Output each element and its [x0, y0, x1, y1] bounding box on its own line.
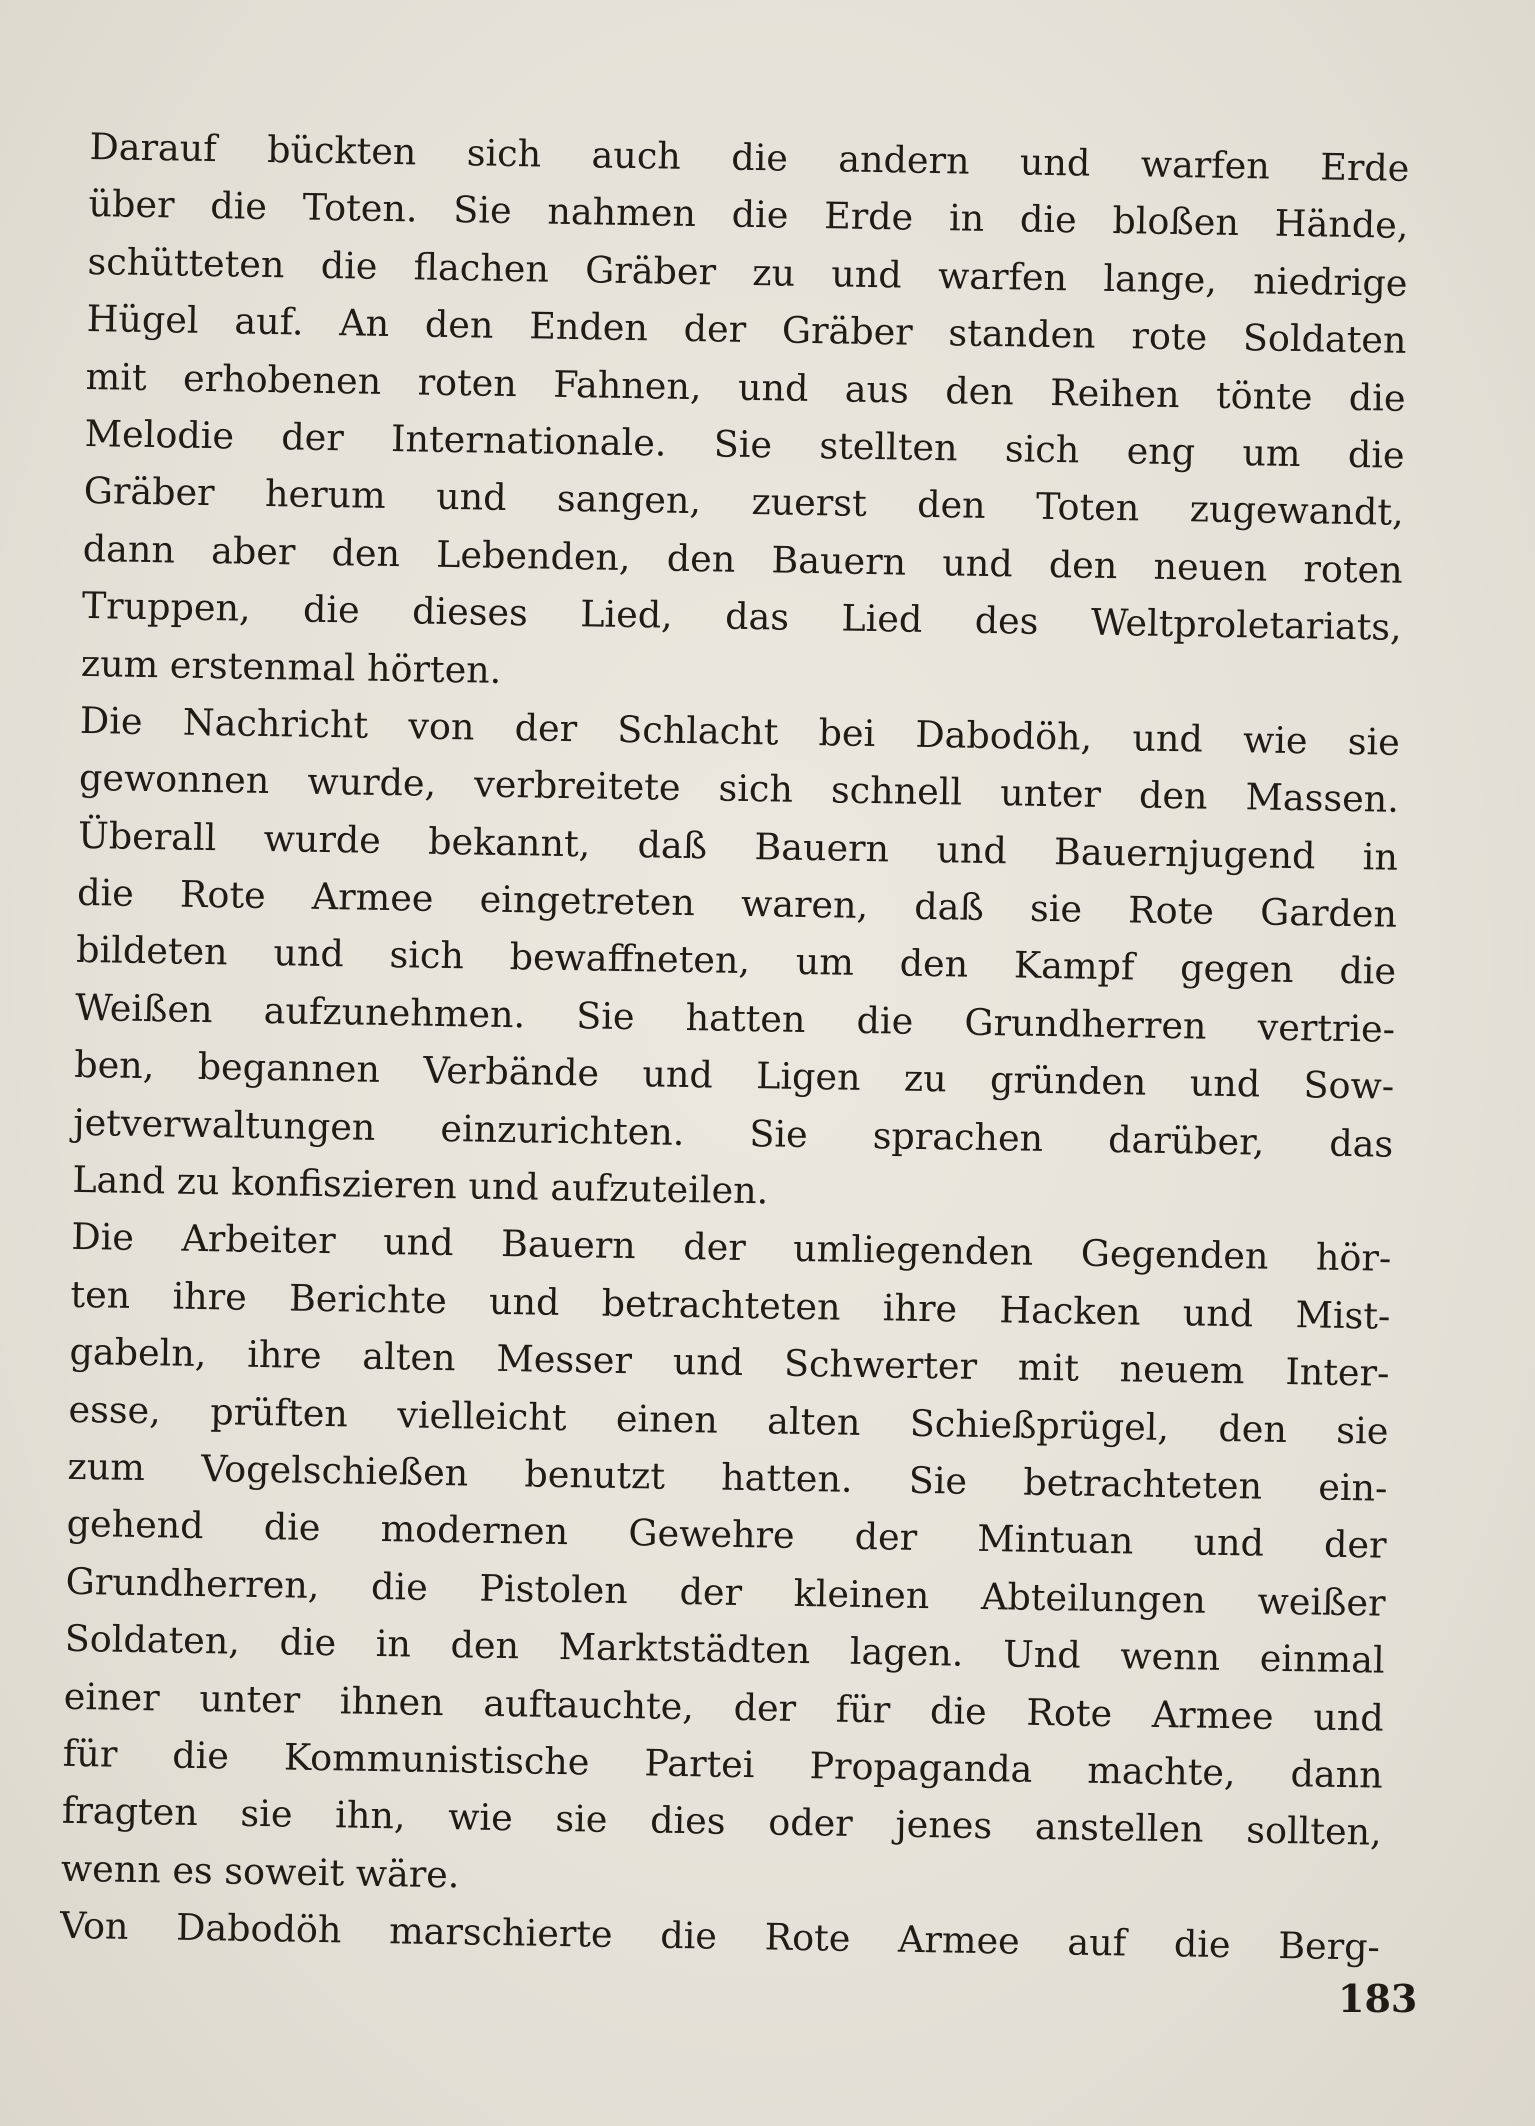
text-line: gehend die modernen Gewehre der Mintuan und der	[66, 1502, 1387, 1568]
text-line: Von Dabodöh marschierte die Rote Armee auf die Berg-	[59, 1903, 1381, 1969]
text-line: Soldaten, die in den Marktstädten lagen. Und wenn einmal	[64, 1616, 1385, 1682]
text-line: gabeln, ihre alten Messer und Schwerter mit neuem Inter-	[69, 1330, 1390, 1395]
paragraph-end-line: zum erstenmal hörten.	[80, 641, 502, 692]
text-line: ten ihre Berichte und betrachteten ihre Hacken und Mist-	[70, 1272, 1391, 1338]
text-line: dann aber den Lebenden, den Bauern und den neuen roten	[82, 526, 1404, 592]
text-line: für die Kommunistische Partei Propaganda machte, dann	[62, 1731, 1384, 1797]
text-line: fragten sie ihn, wie sie dies oder jenes anstellen sollten,	[61, 1789, 1383, 1854]
text-line: Weißen aufzunehmen. Sie hatten die Grundherren vertrie-	[74, 985, 1396, 1051]
text-line: jetverwaltungen einzurichten. Sie sprachen darüber, das	[72, 1100, 1394, 1166]
text-line: über die Toten. Sie nahmen die Erde in die bloßen Hände,	[88, 182, 1409, 248]
text-line: Überall wurde bekannt, daß Bauern und Bauernjugend in	[77, 813, 1399, 879]
text-line: die Rote Armee eingetreten waren, daß sie Rote Garden	[76, 870, 1398, 936]
text-line: schütteten die flachen Gräber zu und warfen lange, niedrige	[87, 239, 1408, 305]
text-line: bildeten und sich bewaffneten, um den Kampf gegen die	[75, 928, 1397, 994]
page-number: 183	[1338, 1976, 1418, 2021]
text-line: einer unter ihnen auftauchte, der für die Rote Armee und	[63, 1674, 1385, 1740]
text-line: zum Vogelschießen benutzt hatten. Sie betrachteten ein-	[67, 1444, 1388, 1510]
text-line: Grundherren, die Pistolen der kleinen Abteilungen weißer	[65, 1559, 1386, 1625]
paragraph-end-line: Land zu konfiszieren und aufzuteilen.	[72, 1157, 769, 1213]
text-line: mit erhobenen roten Fahnen, und aus den Reihen tönte die	[85, 354, 1406, 420]
text-line: Die Nachricht von der Schlacht bei Dabodöh, und wie sie	[79, 698, 1401, 764]
text-line: Melodie der Internationale. Sie stellten sich eng um die	[84, 411, 1405, 477]
paragraph-end-line: wenn es soweit wäre.	[60, 1846, 460, 1897]
text-line: Hügel auf. An den Enden der Gräber standen rote Soldaten	[86, 297, 1407, 363]
body-text	[60, 118, 1410, 1976]
text-line: Truppen, die dieses Lied, das Lied des Weltproletariats,	[81, 584, 1403, 649]
text-line: gewonnen wurde, verbreitete sich schnell unter den Massen.	[78, 756, 1400, 822]
text-line: Die Arbeiter und Bauern der umliegenden Gegenden hör-	[71, 1215, 1392, 1281]
text-line: Darauf bückten sich auch die andern und warfen Erde	[89, 124, 1410, 190]
text-line: ben, begannen Verbände und Ligen zu gründen und Sow-	[73, 1043, 1395, 1109]
text-line: esse, prüften vielleicht einen alten Schießprügel, den sie	[68, 1387, 1389, 1453]
text-line: Gräber herum und sangen, zuerst den Toten zugewandt,	[83, 469, 1404, 535]
